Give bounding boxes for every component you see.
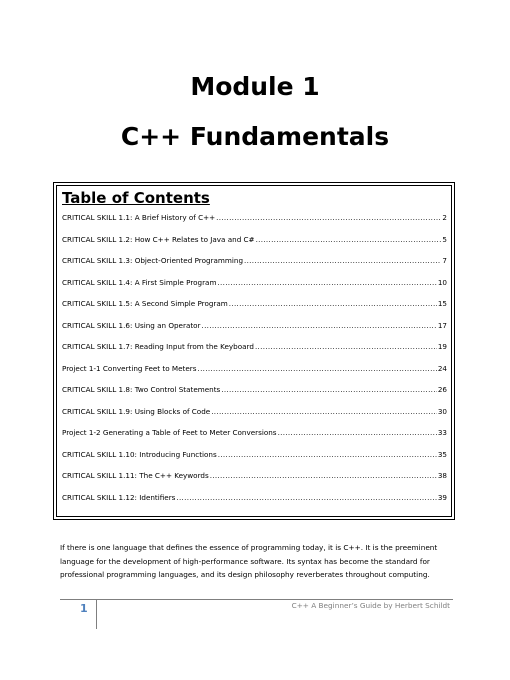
table-of-contents (53, 182, 455, 520)
toc-entry-label: CRITICAL SKILL 1.2: How C++ Relates to Java and C# (62, 234, 255, 244)
toc-entry[interactable] (62, 234, 447, 246)
toc-entry-label: CRITICAL SKILL 1.7: Reading Input from the Keyboard (62, 342, 254, 351)
toc-entry-page: 38 (437, 471, 447, 480)
toc-entry[interactable] (62, 470, 447, 482)
intro-line: professional programming languages, and its design philosophy reverberates throughout computing. (60, 570, 430, 579)
toc-entry-label: CRITICAL SKILL 1.12: Identifiers (62, 492, 176, 502)
toc-entry[interactable] (62, 298, 447, 310)
footer-page-number: 1 (80, 602, 88, 615)
toc-entry-page: 24 (437, 363, 447, 373)
toc-entry-label: Project 1-1 Converting Feet to Meters (62, 363, 197, 373)
toc-dot-leader (278, 427, 437, 439)
toc-entry-page: 10 (437, 277, 447, 287)
toc-entry-label: CRITICAL SKILL 1.6: Using an Operator (62, 320, 201, 330)
toc-entry-label: CRITICAL SKILL 1.9: Using Blocks of Code (62, 406, 211, 416)
toc-dot-leader (210, 470, 437, 482)
toc-entry-page: 35 (437, 449, 447, 459)
toc-entry-page: 15 (437, 299, 447, 308)
toc-entry-label: CRITICAL SKILL 1.3: Object-Oriented Programming (62, 256, 244, 265)
toc-inner-border (56, 185, 452, 517)
toc-entry-page: 5 (442, 234, 447, 244)
intro-line: If there is one language that defines the essence of programming today, it is C++. It is the preeminent (60, 543, 438, 552)
toc-entry[interactable] (62, 427, 447, 439)
toc-entry[interactable] (62, 406, 447, 418)
toc-dot-leader (216, 212, 441, 224)
toc-entry-label: CRITICAL SKILL 1.8: Two Control Statements (62, 385, 221, 394)
toc-dot-leader (244, 255, 441, 267)
footer-credit: C++ A Beginner’s Guide by Herbert Schildt (291, 601, 450, 610)
toc-dot-leader (211, 406, 437, 418)
toc-dot-leader (218, 449, 437, 461)
footer-vertical-divider (96, 599, 97, 629)
toc-entry-page: 26 (437, 385, 447, 394)
toc-dot-leader (217, 277, 436, 289)
module-title: Module 1 (190, 72, 320, 101)
toc-entry-label: CRITICAL SKILL 1.4: A First Simple Program (62, 277, 217, 287)
toc-dot-leader (255, 341, 437, 353)
toc-entry[interactable] (62, 255, 447, 267)
toc-entry[interactable] (62, 341, 447, 353)
toc-entry-page: 30 (437, 406, 447, 416)
toc-entry-label: Project 1-2 Generating a Table of Feet to Meter Conversions (62, 428, 277, 437)
toc-dot-leader (221, 384, 437, 396)
toc-entry-page: 7 (442, 256, 447, 265)
toc-dot-leader (229, 298, 437, 310)
toc-entry[interactable] (62, 492, 447, 504)
toc-entry[interactable] (62, 449, 447, 461)
toc-entry[interactable] (62, 363, 447, 375)
toc-entry[interactable] (62, 320, 447, 332)
toc-entry-page: 19 (437, 342, 447, 351)
toc-entry-label: CRITICAL SKILL 1.1: A Brief History of C++ (62, 213, 216, 222)
toc-entry-page: 17 (437, 320, 447, 330)
toc-entry[interactable] (62, 277, 447, 289)
toc-dot-leader (202, 320, 437, 332)
toc-entry-page: 33 (437, 428, 447, 437)
intro-line: language for the development of high-performance software. Its syntax has become the standard for (60, 556, 430, 566)
toc-dot-leader (176, 492, 436, 504)
toc-entry-label: CRITICAL SKILL 1.11: The C++ Keywords (62, 471, 209, 480)
toc-entry-page: 39 (437, 492, 447, 502)
intro-paragraph (60, 541, 460, 582)
footer-divider (60, 599, 453, 600)
toc-heading: Table of Contents (62, 189, 210, 207)
toc-entry-label: CRITICAL SKILL 1.10: Introducing Functions (62, 449, 217, 459)
toc-entry-page: 2 (442, 213, 447, 222)
toc-dot-leader (197, 363, 436, 375)
toc-entry[interactable] (62, 384, 447, 396)
toc-entry[interactable] (62, 212, 447, 224)
toc-dot-leader (256, 234, 442, 246)
module-subtitle: C++ Fundamentals (120, 122, 390, 151)
toc-entry-label: CRITICAL SKILL 1.5: A Second Simple Program (62, 299, 228, 308)
